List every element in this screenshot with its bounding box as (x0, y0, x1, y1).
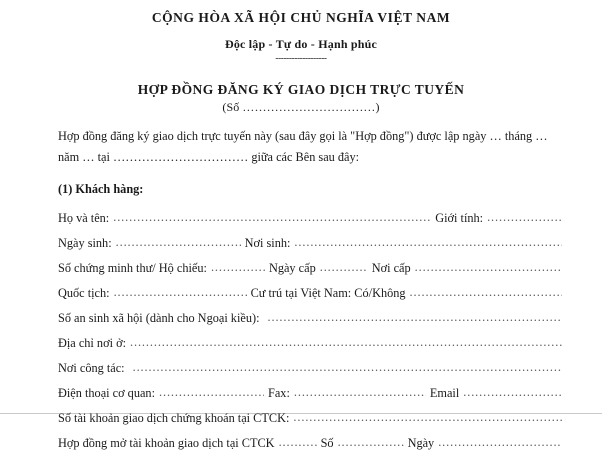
field-input-contract-date[interactable] (438, 431, 562, 455)
field-row (58, 206, 562, 231)
field-label-office-phone: Điện thoại cơ quan: (58, 385, 155, 400)
field-label-birth-date: Ngày sinh: (58, 235, 112, 250)
field-row (58, 281, 562, 306)
field-input-residence-address[interactable] (130, 331, 562, 355)
divider-dashes: ------------------- (275, 52, 327, 64)
document-title: HỢP ĐỒNG ĐĂNG KÝ GIAO DỊCH TRỰC TUYẾN (137, 81, 465, 97)
field-label-issue-date: Ngày cấp (268, 260, 316, 275)
field-label-full-name: Họ và tên: (58, 210, 110, 225)
field-label-contract-date: Ngày (407, 435, 435, 450)
intro-paragraph: Hợp đồng đăng ký giao dịch trực tuyến này (sau đây gọi là "Hợp đồng") được lập ngày … tháng … năm … tại …………………………… giữa các Bên sau đây: (58, 129, 548, 165)
field-row (58, 256, 562, 281)
field-row (58, 306, 562, 331)
field-row (58, 331, 562, 356)
field-label-email: Email (429, 385, 460, 400)
document-header (0, 0, 602, 114)
field-label-birth-place: Nơi sinh: (244, 235, 291, 250)
field-label-social-insurance: Số an sinh xã hội (dành cho Ngoại kiều): (58, 310, 260, 325)
field-label-nationality: Quốc tịch: (58, 285, 110, 300)
field-input-contract-number[interactable] (338, 431, 404, 455)
field-input-nationality[interactable] (114, 281, 247, 305)
field-input-birth-place[interactable] (294, 231, 562, 255)
document-number-line: (Số ……………………………) (222, 99, 380, 114)
customer-fields (58, 206, 562, 456)
field-label-residency: Cư trú tại Việt Nam: Có/Không (250, 285, 406, 300)
field-input-fax[interactable] (294, 381, 426, 405)
field-label-residence-address: Địa chỉ nơi ở: (58, 335, 126, 350)
field-input-securities-account[interactable] (293, 406, 562, 430)
field-input-workplace[interactable] (133, 356, 562, 380)
field-row (58, 356, 562, 381)
field-label-account-opening-contract: Hợp đồng mở tài khoản giao dịch tại CTCK (58, 435, 275, 450)
field-input-issue-place[interactable] (415, 256, 562, 280)
national-title: CỘNG HÒA XÃ HỘI CHỦ NGHĨA VIỆT NAM (151, 10, 451, 25)
field-input-birth-date[interactable] (116, 231, 241, 255)
field-row (58, 406, 562, 431)
document-body (0, 126, 602, 456)
national-slogan: Độc lập - Tự do - Hạnh phúc (224, 37, 378, 52)
field-input-social-insurance[interactable] (268, 306, 563, 330)
field-label-gender: Giới tính: (435, 210, 484, 225)
field-input-email[interactable] (463, 381, 562, 405)
field-label-workplace: Nơi công tác: (58, 360, 125, 375)
field-label-fax: Fax: (268, 385, 290, 400)
field-row (58, 381, 562, 406)
field-input-account-opening-contract[interactable] (279, 431, 317, 455)
field-label-issue-place: Nơi cấp (371, 260, 411, 275)
section-heading-customer: (1) Khách hàng: (58, 182, 144, 197)
field-input-issue-date[interactable] (320, 256, 368, 280)
field-label-contract-number: Số (320, 435, 334, 450)
field-input-office-phone[interactable] (159, 381, 264, 405)
field-input-gender[interactable] (487, 206, 562, 230)
field-input-residency[interactable] (410, 281, 562, 305)
field-row (58, 431, 562, 456)
field-label-id-passport: Số chứng minh thư/ Hộ chiếu: (58, 260, 207, 275)
field-row (58, 231, 562, 256)
field-input-id-passport[interactable] (211, 256, 265, 280)
field-label-securities-account: Số tài khoản giao dịch chứng khoán tại CTCK: (58, 410, 290, 425)
field-input-full-name[interactable] (113, 206, 431, 230)
